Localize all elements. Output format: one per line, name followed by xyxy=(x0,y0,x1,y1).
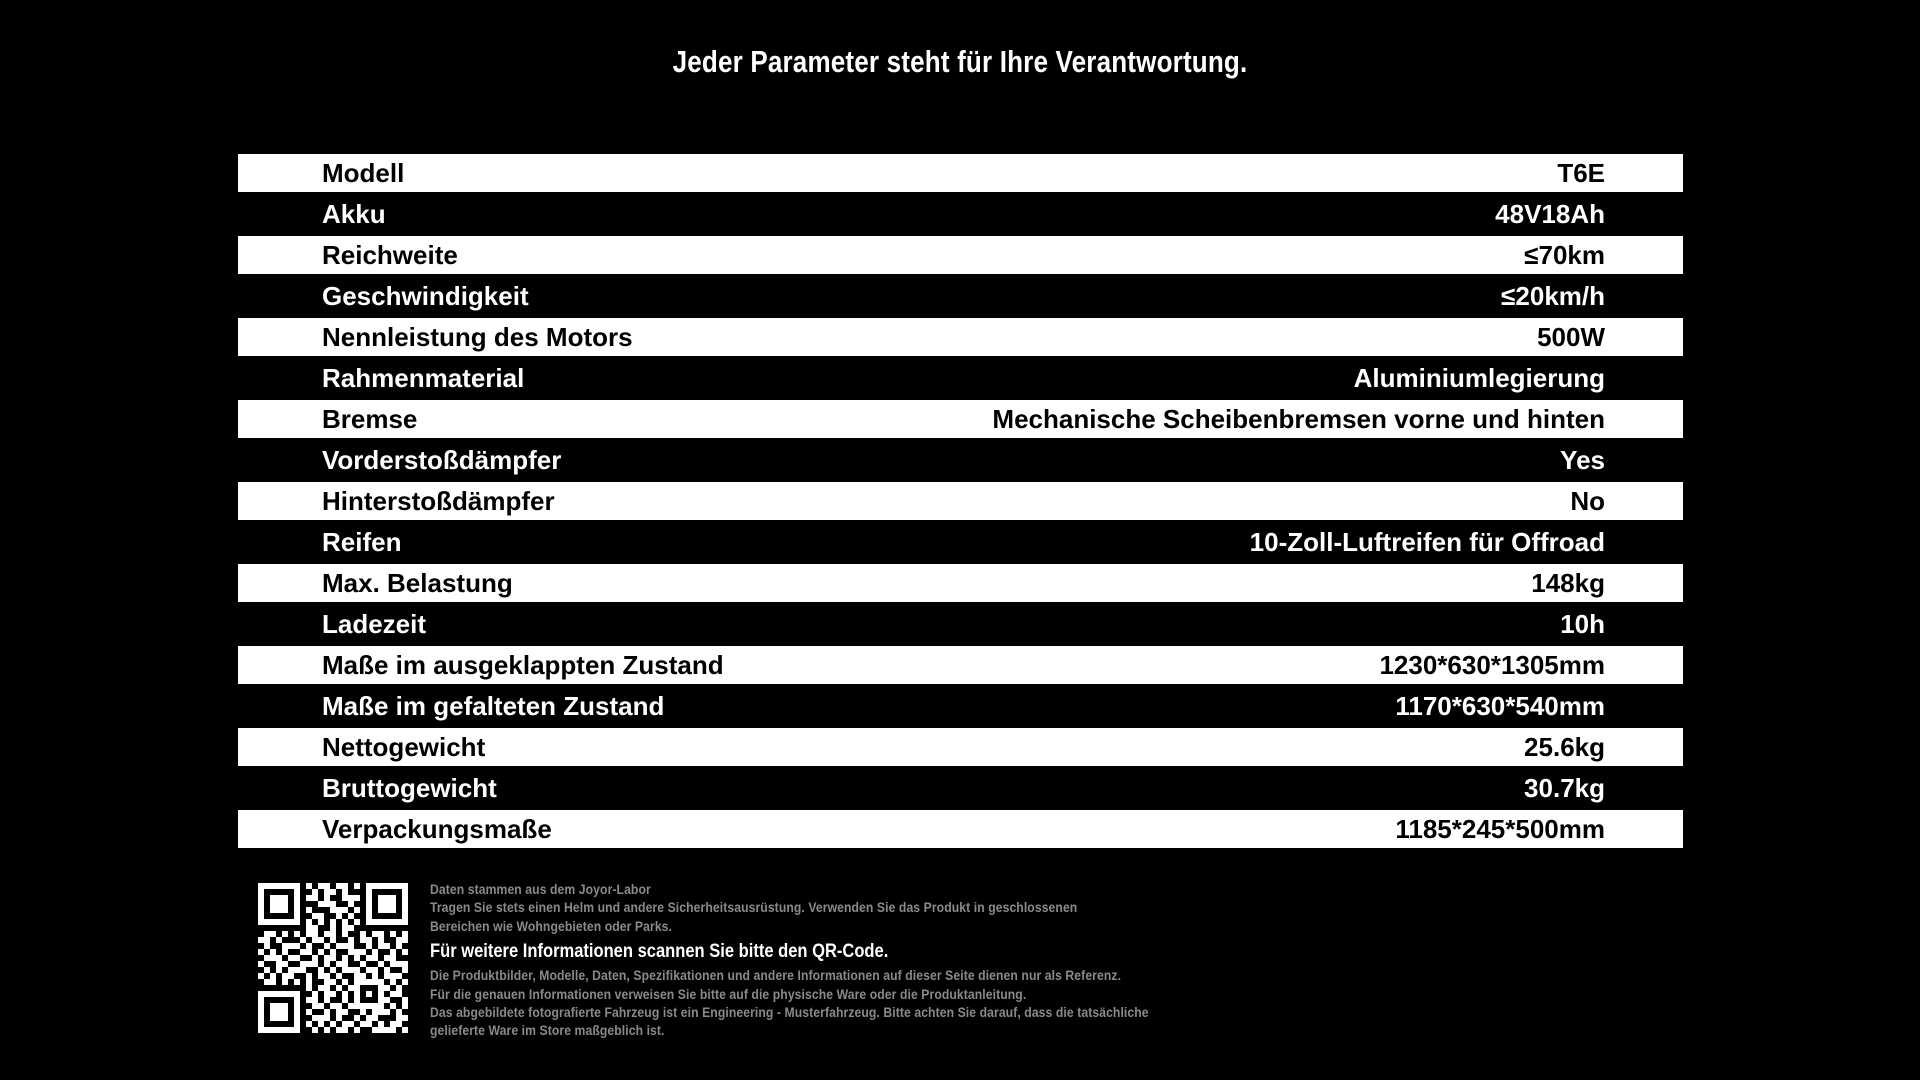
spec-label: Maße im gefalteten Zustand xyxy=(322,690,665,721)
spec-value: 500W xyxy=(1537,321,1605,352)
table-row xyxy=(238,605,1683,643)
spec-value: ≤20km/h xyxy=(1501,280,1605,311)
spec-label: Bruttogewicht xyxy=(322,772,497,803)
table-row xyxy=(238,236,1683,274)
note-line: Das abgebildete fotografierte Fahrzeug ist ein Engineering - Musterfahrzeug. Bitte achten Sie darauf, dass die tatsächliche xyxy=(430,1004,1149,1021)
table-row xyxy=(238,728,1683,766)
spec-label: Akku xyxy=(322,198,386,229)
spec-label: Reifen xyxy=(322,526,402,557)
page-title: Jeder Parameter steht für Ihre Verantwortung. xyxy=(672,44,1248,79)
table-row xyxy=(238,482,1683,520)
spec-label: Verpackungsmaße xyxy=(322,813,552,844)
spec-value: No xyxy=(1570,485,1605,516)
notes-top xyxy=(430,880,1256,935)
table-row xyxy=(238,318,1683,356)
spec-value: ≤70km xyxy=(1524,239,1605,270)
qr-cta-text: Für weitere Informationen scannen Sie bitte den QR-Code. xyxy=(430,941,889,963)
spec-value: 30.7kg xyxy=(1524,772,1605,803)
spec-value: 48V18Ah xyxy=(1495,198,1605,229)
table-row xyxy=(238,564,1683,602)
spec-value: 10-Zoll-Luftreifen für Offroad xyxy=(1249,526,1605,557)
table-row xyxy=(238,769,1683,807)
table-row xyxy=(238,277,1683,315)
spec-value: T6E xyxy=(1557,157,1605,188)
spec-label: Reichweite xyxy=(322,239,458,270)
spec-label: Geschwindigkeit xyxy=(322,280,529,311)
spec-value: 1230*630*1305mm xyxy=(1379,649,1605,680)
spec-table xyxy=(238,154,1683,848)
spec-label: Nettogewicht xyxy=(322,731,486,762)
spec-label: Modell xyxy=(322,157,405,188)
note-line: gelieferte Ware im Store maßgeblich ist. xyxy=(430,1022,665,1039)
spec-value: 1185*245*500mm xyxy=(1395,813,1605,844)
spec-value: Mechanische Scheibenbremsen vorne und hinten xyxy=(992,403,1605,434)
qr-code xyxy=(258,883,408,1033)
spec-label: Hinterstoßdämpfer xyxy=(322,485,555,516)
note-line: Die Produktbilder, Modelle, Daten, Spezifikationen und andere Informationen auf dieser Seite dienen nur als Referenz. xyxy=(430,967,1122,984)
spec-value: 10h xyxy=(1560,608,1605,639)
table-row xyxy=(238,810,1683,848)
table-row xyxy=(238,195,1683,233)
table-row xyxy=(238,154,1683,192)
note-line: Bereichen wie Wohngebieten oder Parks. xyxy=(430,917,673,934)
table-row xyxy=(238,359,1683,397)
table-row xyxy=(238,687,1683,725)
footer-notes xyxy=(430,880,1256,1040)
notes-bottom xyxy=(430,966,1256,1040)
spec-value: Aluminiumlegierung xyxy=(1353,362,1605,393)
table-row xyxy=(238,441,1683,479)
note-line: Daten stammen aus dem Joyor-Labor xyxy=(430,881,651,897)
table-row xyxy=(238,400,1683,438)
spec-value: Yes xyxy=(1560,444,1605,475)
spec-label: Maße im ausgeklappten Zustand xyxy=(322,649,724,680)
table-row xyxy=(238,523,1683,561)
spec-label: Rahmenmaterial xyxy=(322,362,525,393)
spec-label: Nennleistung des Motors xyxy=(322,321,633,352)
spec-value: 148kg xyxy=(1531,567,1605,598)
spec-value: 1170*630*540mm xyxy=(1395,690,1605,721)
spec-label: Ladezeit xyxy=(322,608,427,639)
spec-value: 25.6kg xyxy=(1524,731,1605,762)
table-row xyxy=(238,646,1683,684)
spec-label: Vorderstoßdämpfer xyxy=(322,444,562,475)
spec-label: Bremse xyxy=(322,403,418,434)
note-line: Für die genauen Informationen verweisen Sie bitte auf die physische Ware oder die Produktanleitung. xyxy=(430,985,1027,1002)
note-line: Tragen Sie stets einen Helm und andere Sicherheitsausrüstung. Verwenden Sie das Produkt in geschlossenen xyxy=(430,899,1078,916)
spec-label: Max. Belastung xyxy=(322,567,513,598)
